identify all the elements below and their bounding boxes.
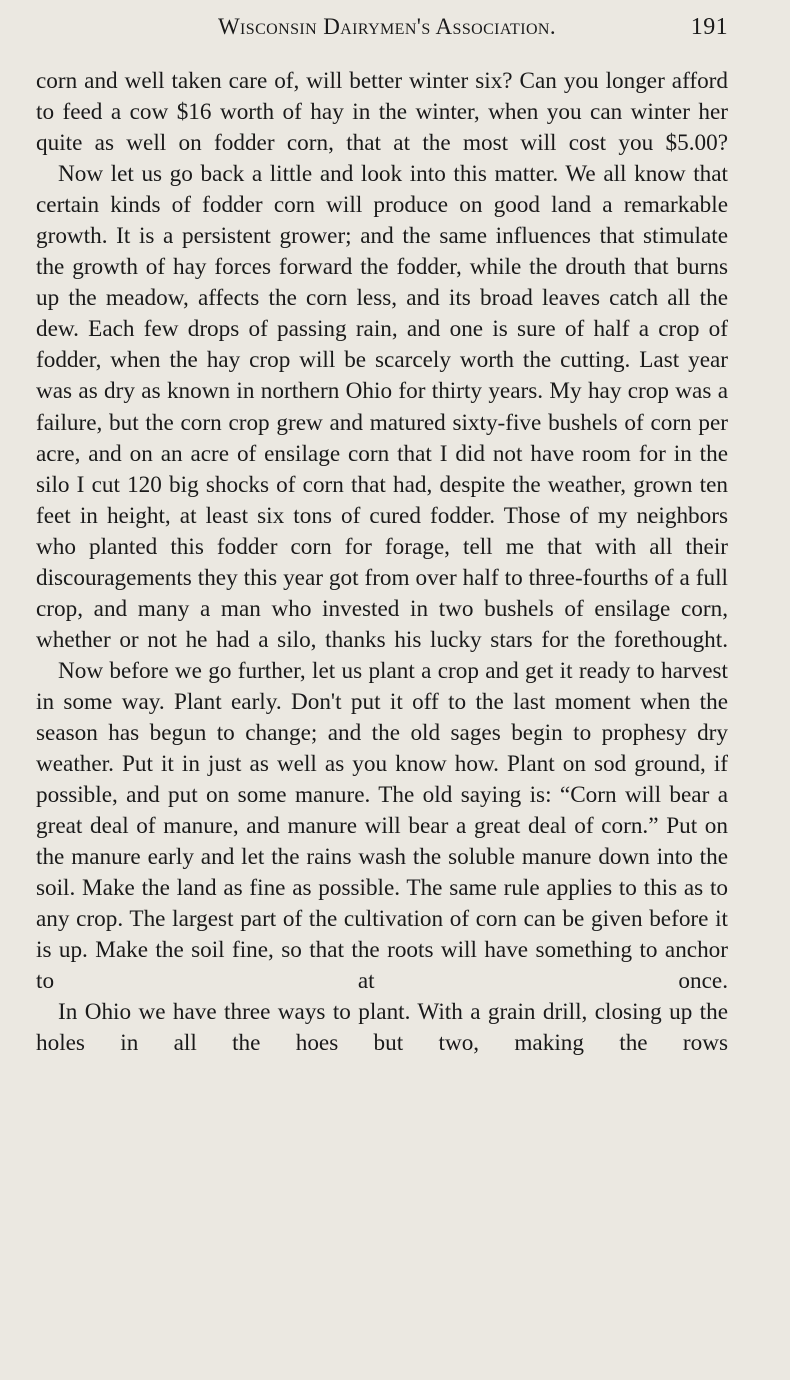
running-title: Wisconsin Dairymen's Association. — [217, 14, 557, 39]
paragraph-fodder-corn-growth: Now let us go back a little and look into this matter. We all know that certain kinds of fodder corn will produce on good land a remarkable growth. It is a persistent grower; and the same influences that stimulate the growth of hay forces forward the fodder, while the drouth that burns up the meadow, affects the corn less, and its broad leaves catch all the dew. Each few drops of passing rain, and one is sure of half a crop of fodder, when the hay crop will be scarcely worth the cutting. Last year was as dry as known in northern Ohio for thirty years. My hay crop was a failure, but the corn crop grew and matured sixty-five bushels of corn per acre, and on an acre of ensilage corn that I did not have room for in the silo I cut 120 big shocks of corn that had, despite the weather, grown ten feet in height, at least six tons of cured fodder. Those of my neighbors who planted this fodder corn for forage, tell me that with all their discouragements they this year got from over half to three-fourths of a full crop, and many a man who invested in two bushels of ensilage corn, whether or not he had a silo, thanks his lucky stars for the forethought. — [36, 161, 728, 653]
paragraph-continuation: corn and well taken care of, will better winter six? Can you longer afford to feed a cow $16 worth of hay in the winter, when you can winter her quite as well on fodder corn, that at the most will cost you $5.00? — [36, 68, 728, 157]
paragraph-planting-advice: Now before we go further, let us plant a crop and get it ready to harvest in some way. Plant early. Don't put it off to the last moment when the season has begun to change; and the old sages begin to prophesy dry weather. Put it in just as well as you know how. Plant on sod ground, if possible, and put on some manure. The old saying is: “Corn will bear a great deal of manure, and manure will bear a great deal of corn.” Put on the manure early and let the rains wash the soluble manure down into the soil. Make the land as fine as possible. The same rule applies to this as to any crop. The largest part of the cultivation of corn can be given before it is up. Make the soil fine, so that the roots will have something to anchor to at once. — [36, 657, 728, 995]
page-number: 191 — [690, 14, 728, 40]
paragraph-ohio-planting: In Ohio we have three ways to plant. With a grain drill, closing up the holes in all the hoes but two, making the rows — [36, 999, 728, 1057]
body-text — [36, 66, 728, 1060]
running-header — [36, 14, 728, 60]
